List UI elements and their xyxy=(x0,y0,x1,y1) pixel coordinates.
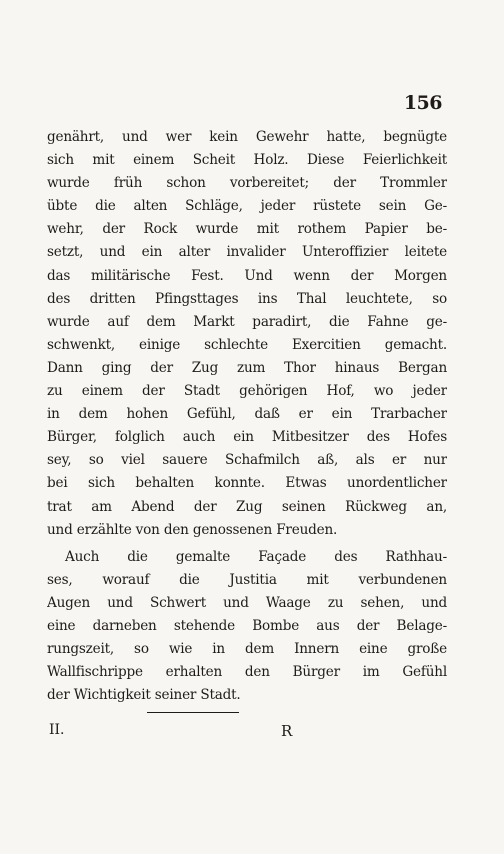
text-line: und erzählte von den genossenen Freuden. xyxy=(47,521,338,538)
paragraph xyxy=(47,546,447,708)
body-text xyxy=(47,126,447,707)
text-line: bei sich behalten konnte. Etwas unordentlicher xyxy=(47,475,447,492)
text-line: setzt, und ein alter invalider Unteroffizier leitete xyxy=(47,244,447,261)
text-line: eine darneben stehende Bombe aus der Belage- xyxy=(47,617,447,634)
text-line: wurde früh schon vorbereitet; der Trommler xyxy=(47,175,447,192)
text-line: trat am Abend der Zug seinen Rückweg an, xyxy=(47,498,447,515)
page-number: 156 xyxy=(403,92,442,114)
text-line: Dann ging der Zug zum Thor hinaus Bergan xyxy=(47,359,447,376)
text-line: Bürger, folglich auch ein Mitbesitzer des Hofes xyxy=(47,429,447,446)
text-line: das militärische Fest. Und wenn der Morgen xyxy=(47,267,447,284)
text-line: des dritten Pfingsttages ins Thal leuchtete, so xyxy=(47,290,447,307)
signature-mark-left: II. xyxy=(49,722,65,738)
text-line: wurde auf dem Markt paradirt, die Fahne ge- xyxy=(47,313,447,330)
text-line: sey, so viel sauere Schafmilch aß, als er nur xyxy=(47,452,447,469)
text-line: übte die alten Schläge, jeder rüstete sein Ge- xyxy=(47,198,447,215)
text-line: wehr, der Rock wurde mit rothem Papier be- xyxy=(47,221,447,238)
signature-mark-right: R xyxy=(281,722,293,740)
text-line: Wallfischrippe erhalten den Bürger im Gefühl xyxy=(47,664,447,681)
text-line: schwenkt, einige schlechte Exercitien gemacht. xyxy=(47,336,447,353)
paragraph xyxy=(47,126,447,542)
text-line: der Wichtigkeit seiner Stadt. xyxy=(47,687,241,704)
footer-rule xyxy=(147,712,239,713)
text-line: Auch die gemalte Façade des Rathhau- xyxy=(65,548,447,565)
text-line: rungszeit, so wie in dem Innern eine große xyxy=(47,641,447,658)
page-footer xyxy=(47,712,447,742)
text-line: zu einem der Stadt gehörigen Hof, wo jeder xyxy=(47,383,447,400)
text-line: ses, worauf die Justitia mit verbundenen xyxy=(47,571,447,588)
text-line: Augen und Schwert und Waage zu sehen, und xyxy=(47,594,447,611)
text-line: sich mit einem Scheit Holz. Diese Feierlichkeit xyxy=(47,152,447,169)
text-line: in dem hohen Gefühl, daß er ein Trarbacher xyxy=(47,406,447,423)
text-line: genährt, und wer kein Gewehr hatte, begnügte xyxy=(47,129,447,145)
